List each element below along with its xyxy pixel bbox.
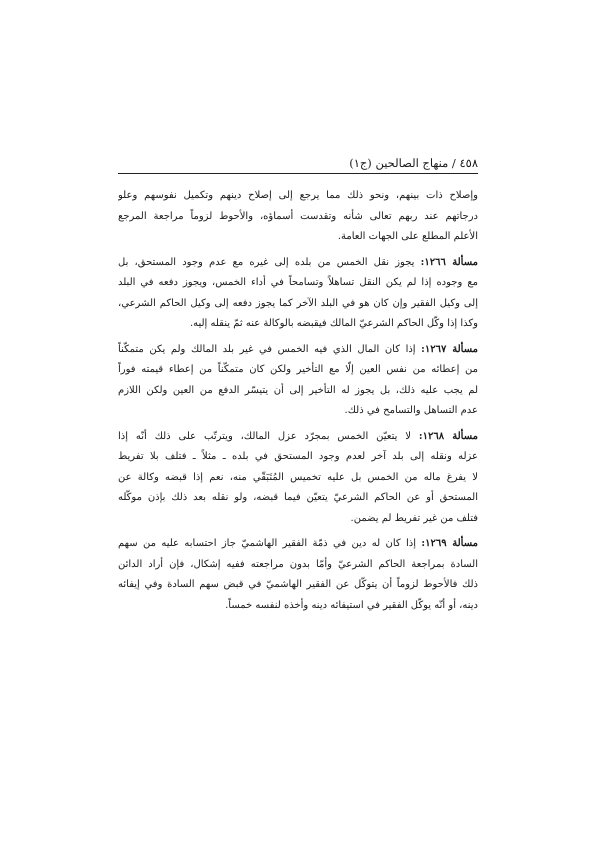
text-line [118,253,478,274]
text-line: إلى وكيل الفقير وإن كان هو في البلد الآخر كما يجوز دفعه إلى وكيل الحاكم الشرعي، [118,297,478,309]
text-line: لا يفرغ ماله من الخمس بل عليه تخميس المُتَبَقّي منه، نعم إذا قبضه وكالة عن [118,471,478,483]
book-title: منهاج الصالحين (ج١) [349,156,449,170]
book-page [118,150,478,621]
issue-label: مسألة ١٢٦٧: [421,343,478,355]
line-text: يجوز نقل الخمس من بلده إلى غيره مع عدم وجود المستحق، بل [118,256,421,268]
text-line: وكذا إذا وكّل الحاكم الشرعيّ المالك فيقبضه بالوكالة عنه ثمّ ينقله إليه. [189,318,478,329]
text-line: السادة بمراجعة الحاكم الشرعيّ وأمّا بدون مراجعته ففيه إشكال، فإن أراد الدائن [118,558,478,570]
text-line: من إعطائه من نفس العين إلّا مع التأخير ولكن كان متمكّناً من إعطاء قيمته فوراً [118,364,478,375]
issue-label: مسألة ١٢٦٦: [420,256,478,268]
text-line: مع وجوده إذا لم يكن النقل تساهلاً وتسامحاً في أداء الخمس، ويجوز دفعه في البلد [118,277,478,288]
header-separator: / [448,156,460,170]
text-line: عزله ونقله إلى بلد آخر لعدم وجود المستحق في بلده ـ مثلاً ـ فتلف بلا تفريط [118,451,478,462]
paragraph-intro [118,186,478,248]
text-line [118,427,478,448]
text-line: دينه، أو أنّه يوكّل الفقير في استيفائه دينه وأخذه لنفسه خمساً. [225,599,478,611]
page-header [118,150,478,174]
text-line: درجاتهم عند ربهم تعالى شأنه وتقدست أسماؤه، والأحوط لزوماً مراجعة المرجع [118,210,478,222]
text-line: ذلك فالأحوط لزوماً أن يتوكّل عن الفقير الهاشميّ في قبض سهم السادة وفي إيفائه [118,579,478,590]
line-text: لا يتعيّن الخمس بمجرّد عزل المالك، ويترتّب على ذلك أنّه إذا [118,430,419,442]
text-line: عدم التساهل والتسامح في ذلك. [344,405,478,416]
page-body [118,186,478,616]
text-line: المستحق أو عن الحاكم الشرعيّ يتعيّن فيما قبضه، ولو نقله بعد ذلك بإذن موكّله [118,492,478,503]
paragraph-issue-1269 [118,534,478,616]
issue-label: مسألة ١٢٦٨: [418,430,478,442]
paragraph-issue-1266 [118,253,478,335]
text-line: وإصلاح ذات بينهم، ونحو ذلك مما يرجع إلى إصلاح دينهم وتكميل نفوسهم وعلو [118,190,478,201]
text-line: لم يجب عليه ذلك، بل يجوز له التأخير إلى أن يتيسّر الدفع من العين ولكن اللازم [118,384,478,396]
issue-label: مسألة ١٢٦٩: [421,538,478,549]
paragraph-issue-1268 [118,427,478,530]
text-line: الأعلم المطلع على الجهات العامة. [337,231,478,242]
text-line [118,534,478,555]
line-text: إذا كان المال الذي فيه الخمس في غير بلد المالك ولم يكن متمكّناً [118,343,422,355]
text-line: فتلف من غير تفريط لم يضمن. [350,512,478,524]
page-number: ٤٥٨ [459,156,478,170]
text-line [118,340,478,361]
paragraph-issue-1267 [118,340,478,422]
line-text: إذا كان له دين في ذمّة الفقير الهاشميّ جاز احتسابه عليه من سهم [118,538,422,549]
